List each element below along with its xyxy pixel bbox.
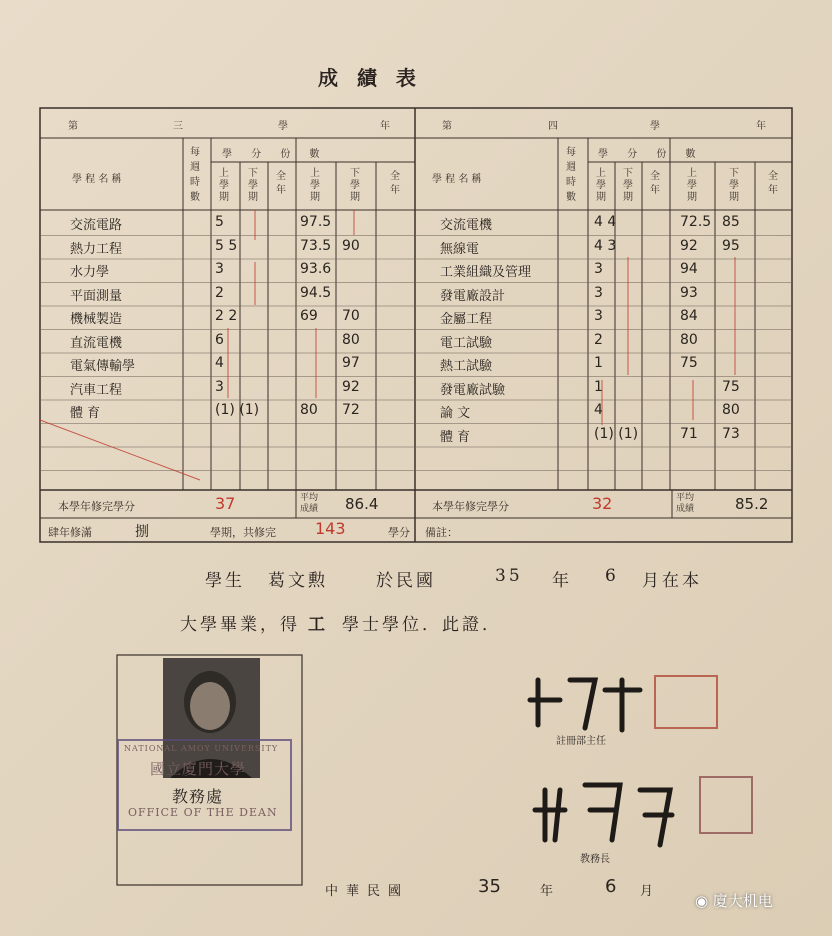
date-month-label: 月 xyxy=(640,884,654,899)
cert-line2-a: 大學畢業，得 xyxy=(180,615,300,635)
left-row-term2: 70 xyxy=(342,308,360,324)
right-row-term1: 84 xyxy=(680,308,698,324)
col-term2-right-b: 下學期 xyxy=(729,168,739,203)
right-summary-label: 本學年修完學分 xyxy=(432,500,509,513)
col-year-right-a: 全年 xyxy=(650,171,660,196)
footer-label3: 學分 xyxy=(388,526,410,539)
right-avg-value: 85.2 xyxy=(735,495,769,513)
left-row-hours: 2 xyxy=(215,284,224,301)
col-credits-left: 學 分 份 數 xyxy=(222,149,328,160)
cert-line1-a: 學生 xyxy=(205,571,245,591)
document-title: 成 績 表 xyxy=(318,66,422,90)
cert-line1-c: 年 xyxy=(552,571,572,591)
left-row-term1: 97.5 xyxy=(300,214,332,230)
left-row-term2: 90 xyxy=(342,237,360,254)
cert-student-name: 葛文勲 xyxy=(268,571,328,591)
right-row-hours: 2 xyxy=(594,331,603,348)
right-row-hours: 1 xyxy=(594,355,603,371)
right-row-term1: 92 xyxy=(680,237,698,254)
right-row-hours: (1) (1) xyxy=(594,425,639,442)
left-row-term1: 80 xyxy=(300,402,318,418)
col-year-left-a: 全年 xyxy=(276,171,286,196)
right-row-term1: 80 xyxy=(680,331,698,348)
cert-line1-d: 月在本 xyxy=(642,571,702,591)
col-year-left-b: 全年 xyxy=(390,171,400,196)
left-row-course: 體 育 xyxy=(70,406,101,421)
left-row-hours: 5 xyxy=(215,214,224,230)
right-year-num: 四 xyxy=(548,121,558,132)
col-hours-right: 每週時數 xyxy=(566,147,576,203)
right-row-term2: 75 xyxy=(722,378,740,395)
col-term1-right-a: 上學期 xyxy=(596,168,606,203)
stamp-line4: OFFICE OF THE DEAN xyxy=(128,806,278,819)
col-term1-right-b: 上學期 xyxy=(687,168,697,203)
footer-label2: 學期，共修完 xyxy=(210,526,276,539)
stamp-line3: 教務處 xyxy=(172,787,224,806)
right-row-term1: 75 xyxy=(680,355,698,371)
footer-remarks: 備註： xyxy=(425,526,458,539)
col-term2-left-a: 下學期 xyxy=(248,168,258,203)
right-avg-label: 平均成績 xyxy=(676,493,695,514)
right-summary-credits: 32 xyxy=(592,494,613,513)
right-row-course: 發電廠試驗 xyxy=(440,382,506,398)
left-row-hours: 2 2 xyxy=(215,308,238,324)
left-row-term2: 72 xyxy=(342,402,360,418)
right-row-course: 工業組織及管理 xyxy=(440,265,532,280)
left-row-hours: (1) (1) xyxy=(215,402,260,418)
right-row-term1: 72.5 xyxy=(680,214,712,230)
wechat-icon: ◉ xyxy=(695,892,709,910)
footer-label1: 肆年修滿 xyxy=(48,526,92,539)
right-row-term2: 85 xyxy=(722,214,740,230)
left-summary-label: 本學年修完學分 xyxy=(58,500,135,513)
col-term2-right-a: 下學期 xyxy=(623,168,633,203)
left-row-course: 平面測量 xyxy=(70,288,123,304)
left-row-term1: 94.5 xyxy=(300,284,332,301)
right-row-hours: 4 3 xyxy=(594,237,617,254)
col-course-name-left: 學 程 名 稱 xyxy=(72,174,122,185)
date-year: 35 xyxy=(478,876,501,897)
left-row-hours: 3 xyxy=(215,261,224,277)
date-year-label: 年 xyxy=(540,884,554,899)
signature-2-title: 教務長 xyxy=(580,854,610,865)
left-row-course: 水力學 xyxy=(70,265,110,280)
right-row-course: 熱工試驗 xyxy=(440,359,493,374)
left-row-term1: 73.5 xyxy=(300,237,332,254)
right-row-term1: 71 xyxy=(680,425,698,442)
left-row-hours: 5 5 xyxy=(215,237,238,254)
right-row-course: 發電廠設計 xyxy=(440,288,506,304)
left-row-term2: 80 xyxy=(342,331,360,348)
col-hours-left: 每週時數 xyxy=(190,147,200,203)
cert-degree: 工 xyxy=(308,615,328,635)
right-row-term2: 80 xyxy=(722,402,740,418)
left-row-course: 直流電機 xyxy=(70,335,123,351)
left-year-prefix: 第 xyxy=(68,121,78,132)
cert-line2-b: 學士學位．此證． xyxy=(342,615,502,635)
left-row-hours: 3 xyxy=(215,378,224,395)
right-row-course: 金屬工程 xyxy=(440,312,493,327)
left-row-course: 電氣傳輸學 xyxy=(70,359,136,374)
right-row-course: 交流電機 xyxy=(440,218,493,233)
col-term1-left-b: 上學期 xyxy=(310,168,320,203)
left-row-term2: 97 xyxy=(342,355,360,371)
col-term2-left-b: 下學期 xyxy=(350,168,360,203)
left-row-course: 交流電路 xyxy=(70,218,123,233)
col-credits-right: 學 分 份 數 xyxy=(598,149,704,160)
stamp-line1: NATIONAL AMOY UNIVERSITY xyxy=(124,744,279,753)
left-row-hours: 4 xyxy=(215,355,224,371)
left-row-hours: 6 xyxy=(215,331,224,348)
right-year-prefix: 第 xyxy=(442,121,452,132)
left-row-course: 機械製造 xyxy=(70,312,123,327)
watermark-logo xyxy=(695,890,773,911)
watermark-text: 廈大机电 xyxy=(712,892,773,910)
right-row-hours: 1 xyxy=(594,378,603,395)
right-row-course: 論 文 xyxy=(440,406,471,421)
date-prefix: 中華民國 xyxy=(325,884,410,899)
signature-1-title: 註冊部主任 xyxy=(556,736,606,747)
right-row-hours: 3 xyxy=(594,308,603,324)
right-row-hours: 4 xyxy=(594,402,603,418)
right-row-hours: 3 xyxy=(594,284,603,301)
date-month: 6 xyxy=(605,876,617,897)
left-avg-label: 平均成績 xyxy=(300,493,319,514)
left-year-num: 三 xyxy=(173,121,183,132)
left-summary-credits: 37 xyxy=(215,494,236,513)
signature-marks xyxy=(530,680,672,845)
right-nian: 年 xyxy=(756,121,766,132)
cert-month: 6 xyxy=(605,566,619,586)
right-row-term1: 93 xyxy=(680,284,698,301)
right-row-term2: 73 xyxy=(722,425,740,442)
left-row-course: 熱力工程 xyxy=(70,241,123,257)
col-year-right-b: 全年 xyxy=(768,171,778,196)
left-row-term2: 92 xyxy=(342,378,360,395)
right-row-course: 體 育 xyxy=(440,429,471,445)
right-row-course: 無線電 xyxy=(440,241,480,257)
left-row-term1: 69 xyxy=(300,308,318,324)
cert-line1-b: 於民國 xyxy=(376,571,436,591)
left-avg-value: 86.4 xyxy=(345,495,379,513)
left-xue: 學 xyxy=(278,121,288,132)
right-xue: 學 xyxy=(650,121,660,132)
right-row-term1: 94 xyxy=(680,261,698,277)
left-row-term1: 93.6 xyxy=(300,261,332,277)
left-row-course: 汽車工程 xyxy=(70,382,123,398)
footer-val1: 捌 xyxy=(135,524,149,540)
right-row-term2: 95 xyxy=(722,237,740,254)
left-nian: 年 xyxy=(380,121,390,132)
right-row-course: 電工試驗 xyxy=(440,335,493,351)
footer-total: 143 xyxy=(315,519,346,538)
stamp-line2: 國立廈門大學 xyxy=(150,760,247,778)
right-row-hours: 3 xyxy=(594,261,603,277)
cert-year: 35 xyxy=(495,566,523,586)
col-course-name-right: 學 程 名 稱 xyxy=(432,174,482,185)
right-row-hours: 4 4 xyxy=(594,214,617,230)
col-term1-left-a: 上學期 xyxy=(219,168,229,203)
